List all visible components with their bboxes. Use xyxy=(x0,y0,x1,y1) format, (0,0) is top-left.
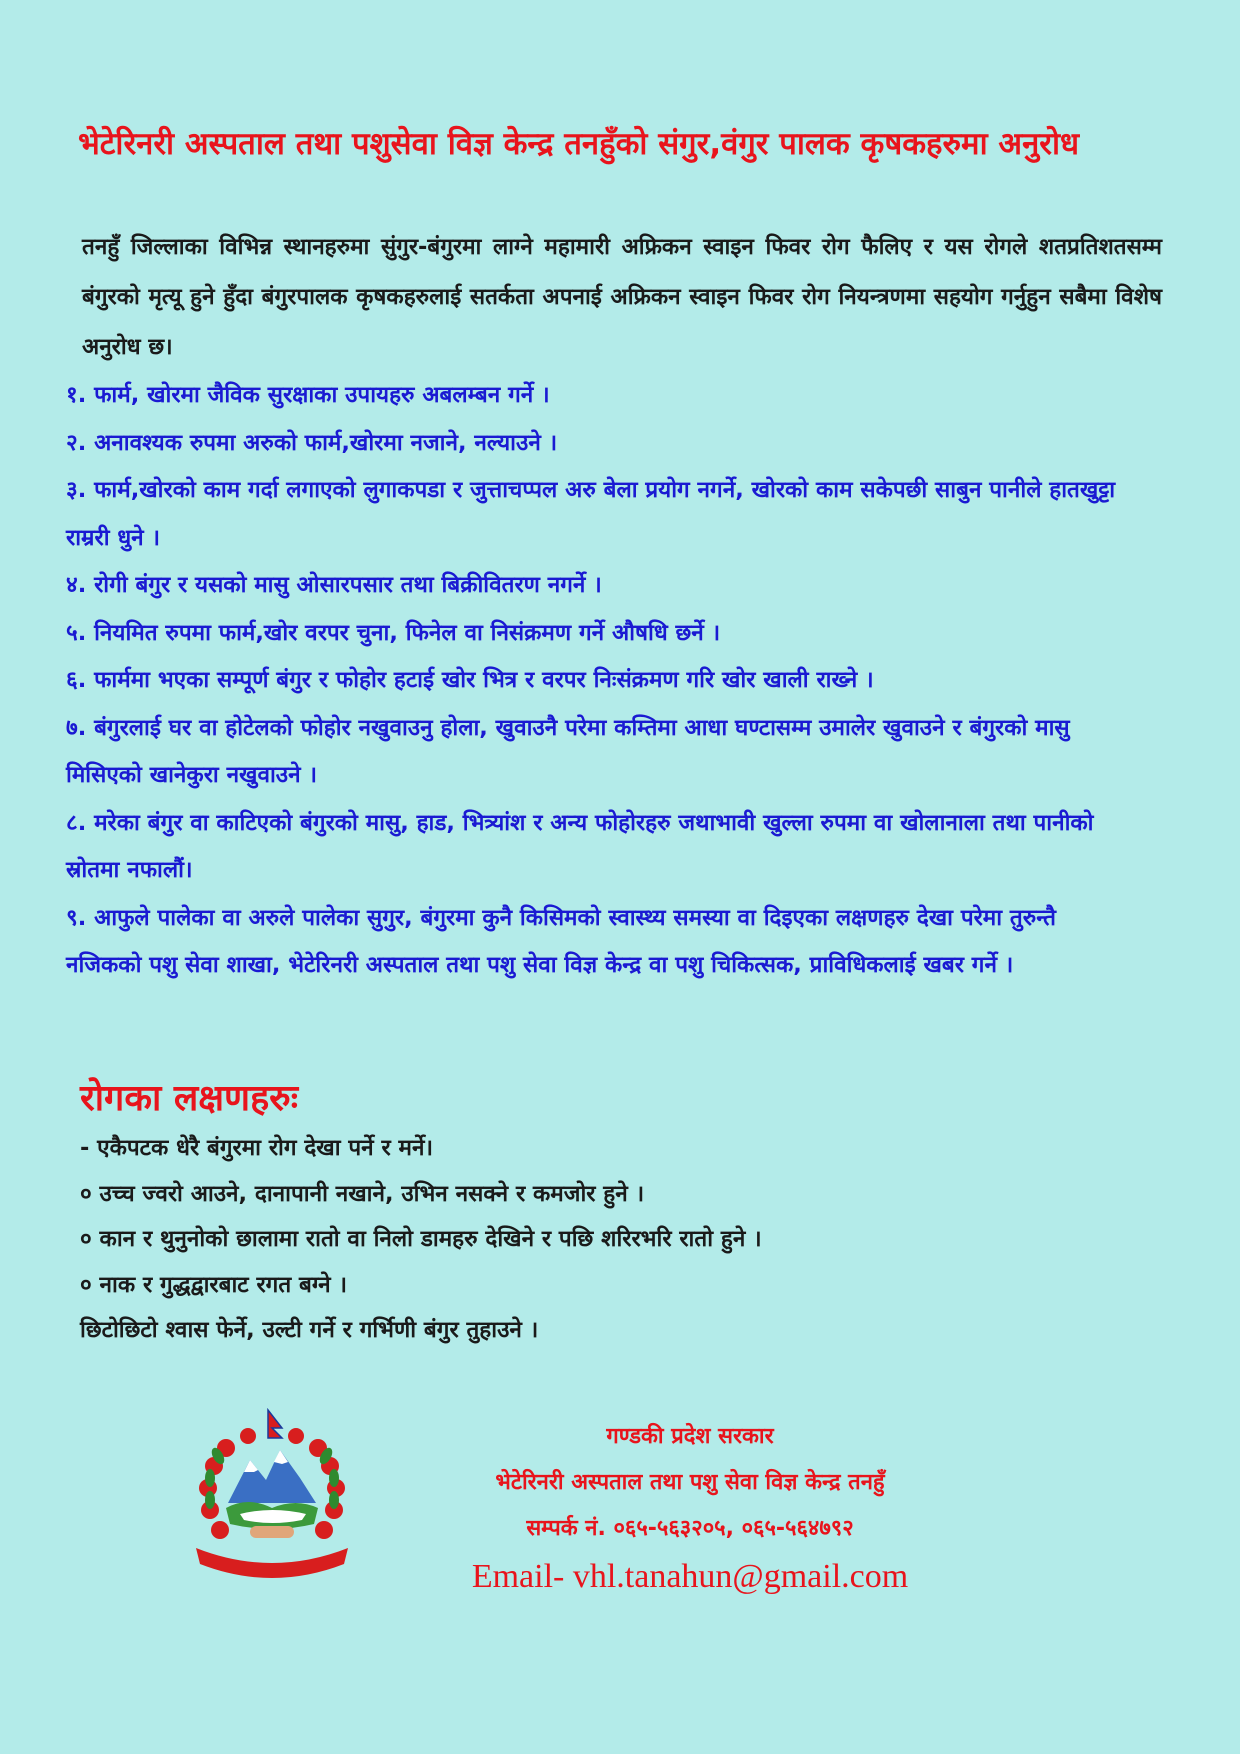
symptom-item: छिटोछिटो श्वास फेर्ने, उल्टी गर्ने र गर्भिणी बंगुर तुहाउने । xyxy=(80,1317,539,1343)
symptoms-list xyxy=(80,1126,1160,1354)
intro-paragraph: तनहुँ जिल्लाका विभिन्न स्थानहरुमा सुंगुर-बंगुरमा लाग्ने महामारी अफ्रिकन स्वाइन फिवर रोग फैलिए र यस रोगले शतप्रतिशतसम्म बंगुरको मृत्यू हुने हुँदा बंगुरपालक कृषकहरुलाई सतर्कता अपनाई अफ्रिकन स्वाइन फिवर रोग नियन्त्रणमा सहयोग गर्नुहुन सबैमा विशेष अनुरोध छ। xyxy=(82,234,1162,360)
footer-office-line: भेटेरिनरी अस्पताल तथा पशु सेवा विज्ञ केन्द्र तनहुँ xyxy=(495,1470,885,1495)
footer-email: Email- vhl.tanahun@gmail.com xyxy=(471,1558,909,1595)
instruction-item: ८. मरेका बंगुर वा काटिएको बंगुरको मासु, हाड, भित्र्यांश र अन्य फोहोरहरु जथाभावी खुल्ला रुपमा वा खोलानाला तथा पानीको स्रोतमा नफालौं। xyxy=(66,809,1094,883)
symptoms-heading: रोगका लक्षणहरुः xyxy=(80,1078,298,1119)
nepal-government-emblem-icon xyxy=(188,1408,356,1588)
instruction-item: ४. रोगी बंगुर र यसको मासु ओसारपसार तथा बिक्रीवितरण नगर्ने । xyxy=(66,572,602,598)
instruction-item: ३. फार्म,खोरको काम गर्दा लगाएको लुगाकपडा र जुत्ताचप्पल अरु बेला प्रयोग नगर्ने, खोरको काम सकेपछी साबुन पानीले हातखुट्टा राम्ररी धुने । xyxy=(66,477,1116,551)
footer-contact xyxy=(380,1414,1000,1602)
symptom-item: ० नाक र गुद्धद्वारबाट रगत बग्ने । xyxy=(80,1271,348,1298)
instruction-item: १. फार्म, खोरमा जैविक सुरक्षाका उपायहरु अबलम्बन गर्ने । xyxy=(66,382,550,408)
instruction-item: ६. फार्ममा भएका सम्पूर्ण बंगुर र फोहोर हटाई खोर भित्र र वरपर निःसंक्रमण गरि खोर खाली राख्ने । xyxy=(66,667,874,693)
footer-phone-line: सम्पर्क नं. ०६५-५६३२०५, ०६५-५६४७९२ xyxy=(526,1516,854,1541)
instruction-item: ५. नियमित रुपमा फार्म,खोर वरपर चुना, फिनेल वा निसंक्रमण गर्ने औषधि छर्ने । xyxy=(66,619,721,646)
symptom-item: - एकैपटक धेरै बंगुरमा रोग देखा पर्ने र मर्ने। xyxy=(80,1135,433,1161)
footer-org-line: गण्डकी प्रदेश सरकार xyxy=(606,1424,774,1449)
instruction-list xyxy=(66,372,1166,990)
notice-title: भेटेरिनरी अस्पताल तथा पशुसेवा विज्ञ केन्द्र तनहुँको संगुर,वंगुर पालक कृषकहरुमा अनुरोध xyxy=(78,126,1080,162)
symptom-item: ० उच्च ज्वरो आउने, दानापानी नखाने, उभिन नसक्ने र कमजोर हुने । xyxy=(80,1180,645,1207)
instruction-item: ७. बंगुरलाई घर वा होटेलको फोहोर नखुवाउनु होला, खुवाउनै परेमा कम्तिमा आधा घण्टासम्म उमालेर खुवाउने र बंगुरको मासु मिसिएको खानेकुरा नखुवाउने । xyxy=(66,714,1070,788)
symptom-item: ० कान र थुनुनोको छालामा रातो वा निलो डामहरु देखिने र पछि शरिरभरि रातो हुने । xyxy=(80,1226,762,1252)
instruction-item: २. अनावश्यक रुपमा अरुको फार्म,खोरमा नजाने, नल्याउने । xyxy=(66,429,558,456)
instruction-item: ९. आफुले पालेका वा अरुले पालेका सुगुर, बंगुरमा कुनै किसिमको स्वास्थ्य समस्या वा दिइएका लक्षणहरु देखा परेमा तुरुन्तै नजिकको पशु सेवा शाखा, भेटेरिनरी अस्पताल तथा पशु सेवा विज्ञ केन्द्र वा पशु चिकित्सक, प्राविधिकलाई खबर गर्ने । xyxy=(66,904,1056,978)
